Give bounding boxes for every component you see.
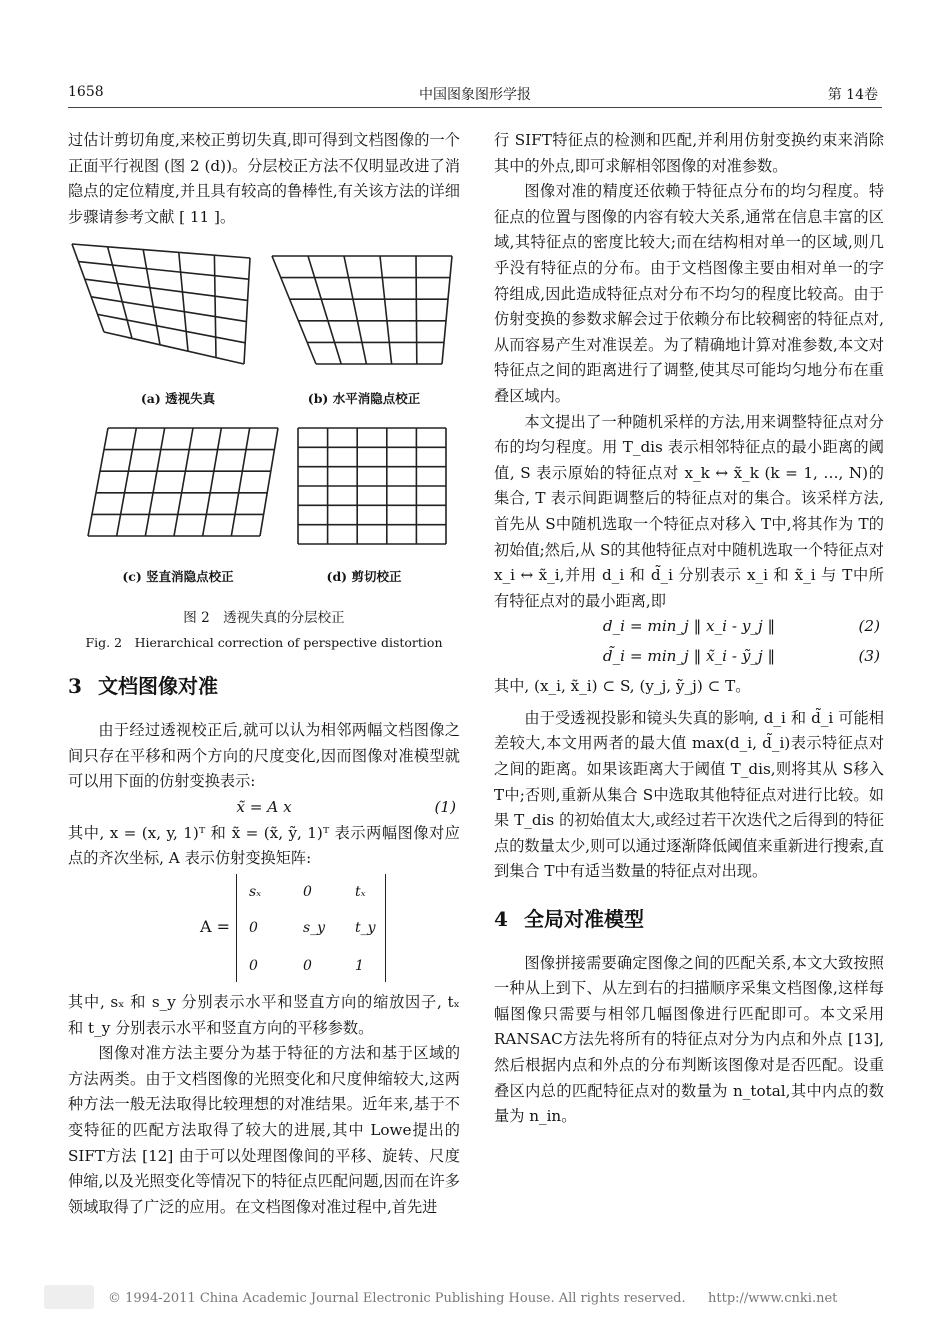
- paragraph: 图像对准的精度还依赖于特征点分布的均匀程度。特征点的位置与图像的内容有较大关系,通常在信息丰富的区域,其特征点的密度比较大;而在结构相对单一的区域,则几乎没有特征点的分布。由于文档图像主要由相对单一的字符组成,因此造成特征点对分布不均匀的程度比较高。由于仿射变换的参数求解会过于依赖分布比较稠密的特征点对,从而容易产生对准误差。为了精确地计算对准参数,本文对特征点之间的距离进行了调整,使其尽可能均匀地分布在重叠区域内。: [494, 182, 884, 405]
- equation-2: [494, 614, 884, 644]
- paragraph: 由于受透视投影和镜头失真的影响, d_i 和 d̃_i 可能相差较大,本文用两者的最大值 max(d_i, d̃_i)表示特征点对之间的距离。如果该距离大于阈值 T_dis,则将其从 S移入 T中;否则,重新从集合 S中选取其他特征点对进行比较。如果 T_dis 的初始值太大,或经过若干次迭代之后得到的特征点的数量太少,则可以通过逐渐降低阈值来重新进行搜索,直到集合 T中有适当数量的特征点对出现。: [494, 708, 884, 881]
- section-title: 全局对准模型: [524, 907, 644, 932]
- matrix-cell: tₓ: [355, 883, 366, 900]
- section-number: 3: [68, 674, 82, 699]
- grid-perspective-distorted: [72, 244, 250, 364]
- section-number: 4: [494, 907, 508, 932]
- subcaption-a: (a) 透视失真: [140, 391, 216, 407]
- matrix-cell: 0: [249, 919, 258, 936]
- subcaption-d: (d) 剪切校正: [326, 569, 402, 585]
- paragraph: 其中, sₓ 和 s_y 分别表示水平和竖直方向的缩放因子, tₓ 和 t_y 分别表示水平和竖直方向的平移参数。: [68, 992, 460, 1037]
- equation-3: [494, 644, 884, 674]
- matrix-cell: 0: [303, 883, 312, 900]
- subcaption-c: (c) 竖直消隐点校正: [122, 569, 234, 585]
- equation-number: (1): [434, 797, 456, 816]
- section-3-heading: [68, 674, 460, 700]
- matrix-cell: t_y: [355, 919, 376, 936]
- paragraph: 其中, (x_i, x̃_i) ⊂ S, (y_j, ỹ_j) ⊂ T。: [494, 677, 751, 696]
- figure-caption-cn: 图 2 透视失真的分层校正: [183, 610, 345, 627]
- figure-2: [68, 236, 460, 650]
- matrix-cell: 0: [303, 957, 312, 974]
- right-column: [494, 128, 884, 1130]
- equation-number: (3): [858, 647, 880, 666]
- paragraph: 过估计剪切角度,来校正剪切失真,即可得到文档图像的一个正面平行视图 (图 2 (d))。分层校正方法不仅明显改进了消隐点的定位精度,并且具有较高的鲁棒性,有关该方法的详细步骤请参考文献 [ 11 ]。: [68, 131, 460, 226]
- section-4-heading: [494, 907, 884, 933]
- equation-body: d_i = min_j ‖ x_i - y_j ‖: [602, 617, 776, 636]
- paragraph: 其中, x = (x, y, 1)ᵀ 和 x̃ = (x̃, ỹ, 1)ᵀ 表示两幅图像对应点的齐次坐标, A 表示仿射变换矩阵:: [68, 823, 460, 868]
- subcaption-b: (b) 水平消隐点校正: [307, 391, 421, 407]
- grid-horizontal-corrected: [272, 256, 452, 364]
- header-rule: [68, 107, 882, 108]
- matrix-cell: sₓ: [249, 883, 262, 900]
- matrix-cell: s_y: [303, 919, 326, 936]
- grid-shear-corrected: [298, 428, 446, 544]
- journal-title: 中国图象图形学报: [419, 87, 531, 103]
- figure-caption-en: Fig. 2 Hierarchical correction of perspective distortion: [85, 635, 443, 651]
- matrix-label: A =: [200, 916, 231, 936]
- grid-vertical-corrected: [88, 428, 278, 536]
- footer-url[interactable]: http://www.cnki.net: [708, 1291, 838, 1306]
- paragraph: 图像拼接需要确定图像之间的匹配关系,本文大致按照一种从上到下、从左到右的扫描顺序采集文档图像,这样每幅图像只需要与相邻几幅图像进行匹配即可。本文采用 RANSAC方法先将所有的特征点对分为内点和外点 [13],然后根据内点和外点的分布判断该图像对是否匹配。设重叠区内总的匹配特征点对的数量为 n_total,其中内点的数量为 n_in。: [494, 953, 884, 1126]
- section-title: 文档图像对准: [98, 674, 218, 699]
- equation-number: (2): [858, 617, 880, 636]
- paragraph: 行 SIFT特征点的检测和匹配,并利用仿射变换约束来消除其中的外点,即可求解相邻图像的对准参数。: [494, 131, 884, 175]
- paragraph: 由于经过透视校正后,就可以认为相邻两幅文档图像之间只存在平移和两个方向的尺度变化,因而图像对准模型就可以用下面的仿射变换表示:: [68, 720, 460, 791]
- left-column: [68, 128, 460, 1220]
- paragraph: 本文提出了一种随机采样的方法,用来调整特征点对分布的均匀程度。用 T_dis 表示相邻特征点的最小距离的阈值, S 表示原始的特征点对 x_k ↔ x̃_k (k = 1, …, N)的集合, T 表示间距调整后的特征点对的集合。该采样方法,首先从 S中随机选取一个特征点对移入 T中,将其作为 T的初始值;然后,从 S的其他特征点对中随机选取一个特征点对 x_i ↔ x̃_i,并用 d_i 和 d̃_i 分别表示 x_i 和 x̃_i 与 T中所有特征点对的最小距离,即: [494, 412, 884, 610]
- equation-body: d̃_i = min_j ‖ x̃_i - ỹ_j ‖: [602, 647, 776, 666]
- equation-1: [68, 795, 460, 821]
- matrix-body: [236, 874, 386, 982]
- paragraph: 图像对准方法主要分为基于特征的方法和基于区域的方法两类。由于文档图像的光照变化和尺度伸缩较大,这两种方法一般无法取得比较理想的对准结果。近年来,基于不变特征的匹配方法取得了较大的进展,其中 Lowe提出的 SIFT方法 [12] 由于可以处理图像间的平移、旋转、尺度伸缩,以及光照变化等情况下的特征点匹配问题,因而在许多领域取得了广泛的应用。在文档图像对准过程中,首先进: [68, 1044, 460, 1216]
- copyright-text: © 1994-2011 China Academic Journal Electronic Publishing House. All rights reserved.: [108, 1291, 686, 1306]
- page-number: 1658: [68, 84, 104, 100]
- equation-body: x̃ = A x: [236, 797, 292, 816]
- figure-grids: [68, 236, 460, 606]
- cnki-logo: [44, 1285, 94, 1309]
- volume-label: 第 14卷: [827, 87, 878, 103]
- affine-matrix: [68, 874, 460, 986]
- matrix-cell: 1: [355, 957, 364, 974]
- matrix-cell: 0: [249, 957, 258, 974]
